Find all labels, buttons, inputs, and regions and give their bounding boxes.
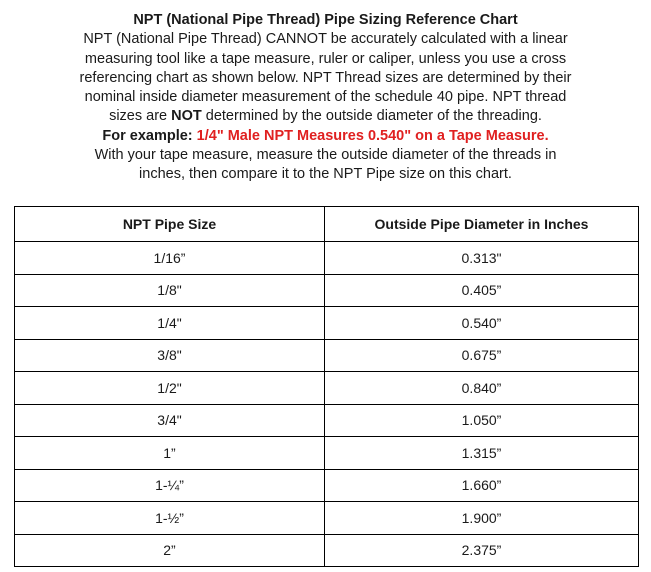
diameter-cell: 1.050” [325,404,639,437]
table-row [15,339,639,372]
table-row [15,372,639,405]
table-row [15,502,639,535]
diameter-cell: 2.375” [325,534,639,567]
diameter-cell: 1.315” [325,437,639,470]
pipe-size-cell: 1-¼” [15,469,325,502]
not-emphasis: NOT [171,108,202,125]
table-row [15,534,639,567]
table-header-row [15,207,639,242]
diameter-cell: 1.660” [325,469,639,502]
pipe-size-cell: 3/8" [15,339,325,372]
diameter-cell: 0.540” [325,307,639,340]
table-row [15,307,639,340]
description-line-3: referencing chart as shown below. NPT Thread sizes are determined by their [79,69,572,86]
description-line-5-prefix: sizes are [109,108,172,125]
table-row [15,404,639,437]
pipe-size-cell: 1-½” [15,502,325,535]
header-outside-diameter: Outside Pipe Diameter in Inches [325,207,639,242]
description-line-2: measuring tool like a tape measure, ruler or caliper, unless you use a cross [84,50,567,67]
page-title: NPT (National Pipe Thread) Pipe Sizing Reference Chart [133,12,518,28]
table-row [15,469,639,502]
pipe-size-cell: 2” [15,534,325,567]
diameter-cell: 0.313" [325,242,639,275]
description-line-1: NPT (National Pipe Thread) CANNOT be accurately calculated with a linear [83,31,568,48]
diameter-cell: 0.675” [325,339,639,372]
pipe-size-cell: 3/4" [15,404,325,437]
table-row [15,242,639,275]
pipe-size-cell: 1/16” [15,242,325,275]
intro-section [0,11,651,185]
diameter-cell: 1.900” [325,502,639,535]
instructions-line-1: With your tape measure, measure the outside diameter of the threads in [94,147,557,164]
description-line-5-suffix: determined by the outside diameter of the threading. [201,108,542,125]
pipe-size-cell: 1” [15,437,325,470]
example-highlight: 1/4" Male NPT Measures 0.540" on a Tape Measure. [196,127,549,144]
diameter-cell: 0.840” [325,372,639,405]
pipe-size-cell: 1/2" [15,372,325,405]
npt-size-table [14,206,639,567]
example-line [0,127,651,146]
pipe-size-cell: 1/8" [15,274,325,307]
pipe-size-cell: 1/4" [15,307,325,340]
instructions-line-2: inches, then compare it to the NPT Pipe size on this chart. [139,166,512,183]
example-label: For example: [102,127,197,144]
table-row [15,274,639,307]
header-npt-pipe-size: NPT Pipe Size [15,207,325,242]
description-line-4: nominal inside diameter measurement of the schedule 40 pipe. NPT thread [84,89,567,106]
table-row [15,437,639,470]
diameter-cell: 0.405” [325,274,639,307]
description-line-5 [0,107,651,126]
